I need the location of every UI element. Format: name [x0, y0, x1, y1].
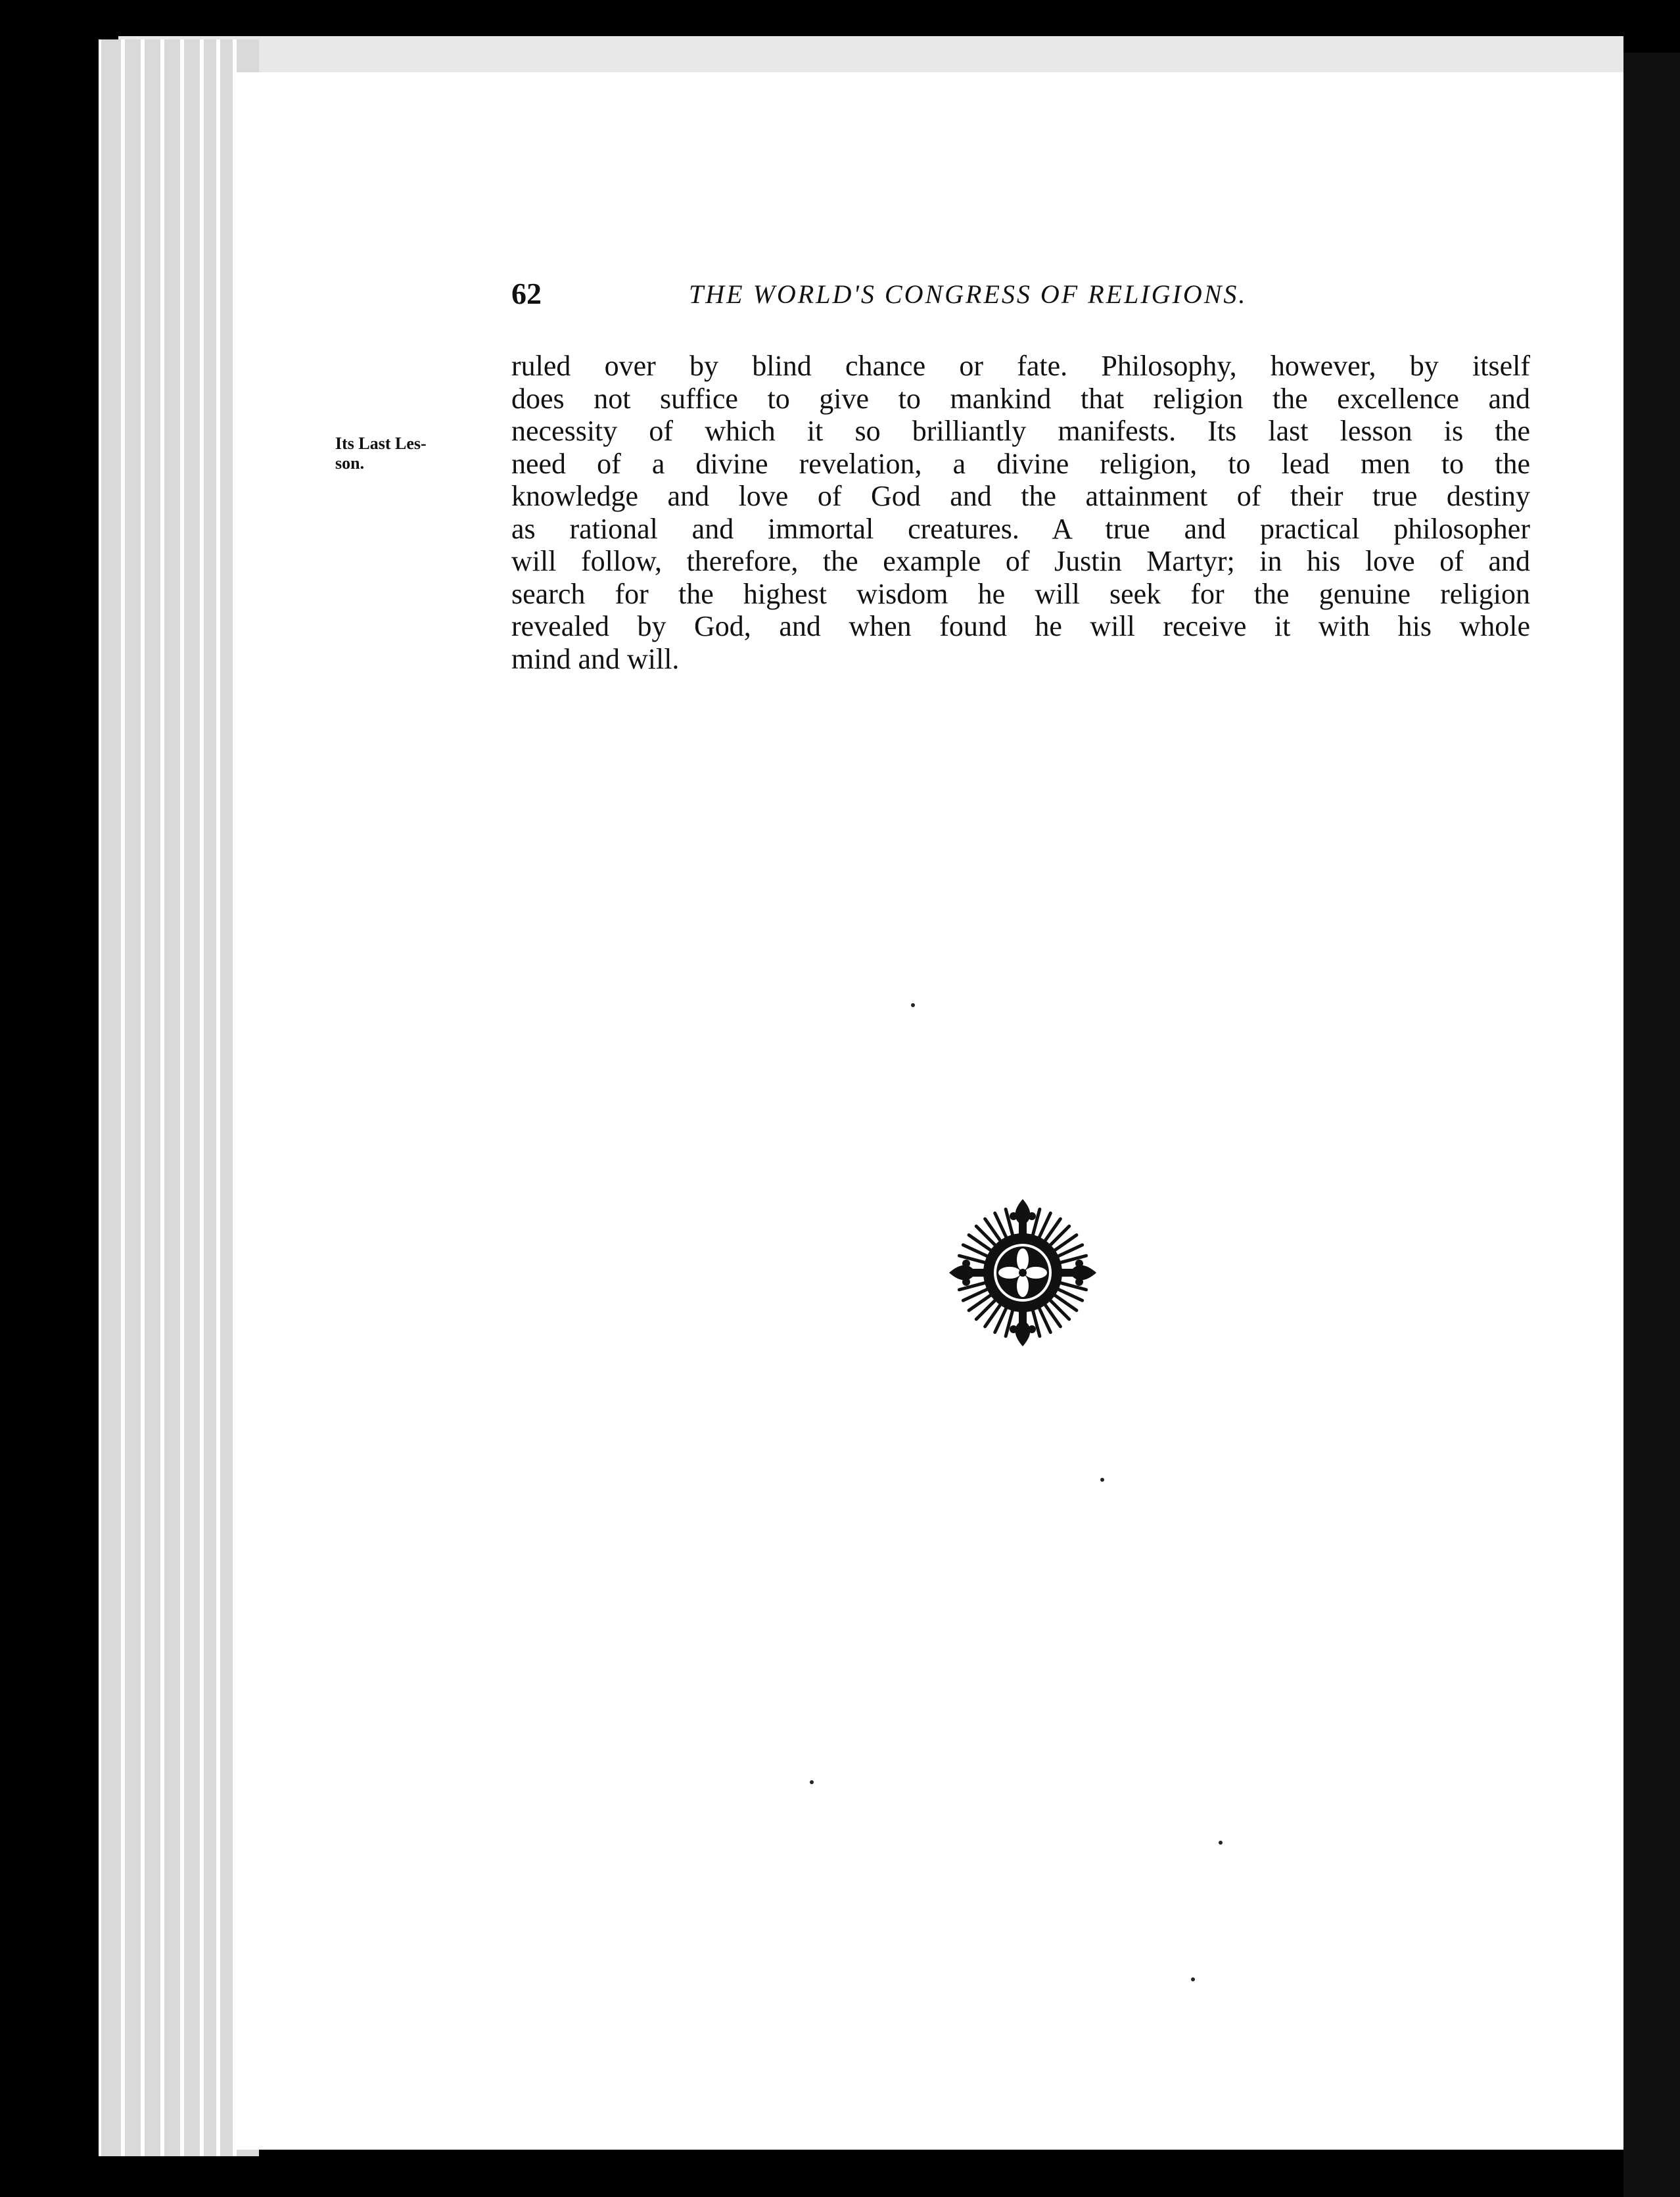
text-line: necessity of which it so brilliantly manifests. Its last lesson is the: [511, 415, 1530, 447]
text-line: need of a divine revelation, a divine religion, to lead men to the: [511, 447, 1530, 480]
text-line: does not suffice to give to mankind that religion the excellence and: [511, 382, 1530, 415]
print-speck: [1191, 1977, 1195, 1981]
print-speck: [1100, 1478, 1104, 1482]
top-page-edge: [118, 36, 1623, 76]
running-title: THE WORLD'S CONGRESS OF RELIGIONS.: [689, 279, 1248, 309]
print-speck: [911, 1003, 915, 1007]
page-number: 62: [511, 277, 542, 310]
body-paragraph: [511, 350, 1530, 675]
text-line: knowledge and love of God and the attainment of their true destiny: [511, 480, 1530, 512]
text-line: will follow, therefore, the example of Justin Martyr; in his love of and: [511, 545, 1530, 577]
text-line: as rational and immortal creatures. A true and practical philosopher: [511, 512, 1530, 545]
page-stack-edges: [99, 39, 259, 2156]
margin-note: [335, 434, 496, 473]
margin-note-line: Its Last Les-: [335, 434, 427, 453]
print-speck: [1219, 1841, 1223, 1845]
text-line: ruled over by blind chance or fate. Philosophy, however, by itself: [511, 350, 1530, 382]
text-line: search for the highest wisdom he will seek for the genuine religion: [511, 577, 1530, 610]
book-gutter-shadow: [1623, 53, 1680, 2197]
printers-ornament-icon: [946, 1196, 1099, 1349]
text-line: revealed by God, and when found he will receive it with his whole: [511, 610, 1530, 642]
print-speck: [810, 1780, 814, 1784]
text-line: mind and will.: [511, 642, 680, 675]
margin-note-line: son.: [335, 454, 365, 473]
running-head: [511, 276, 1537, 316]
